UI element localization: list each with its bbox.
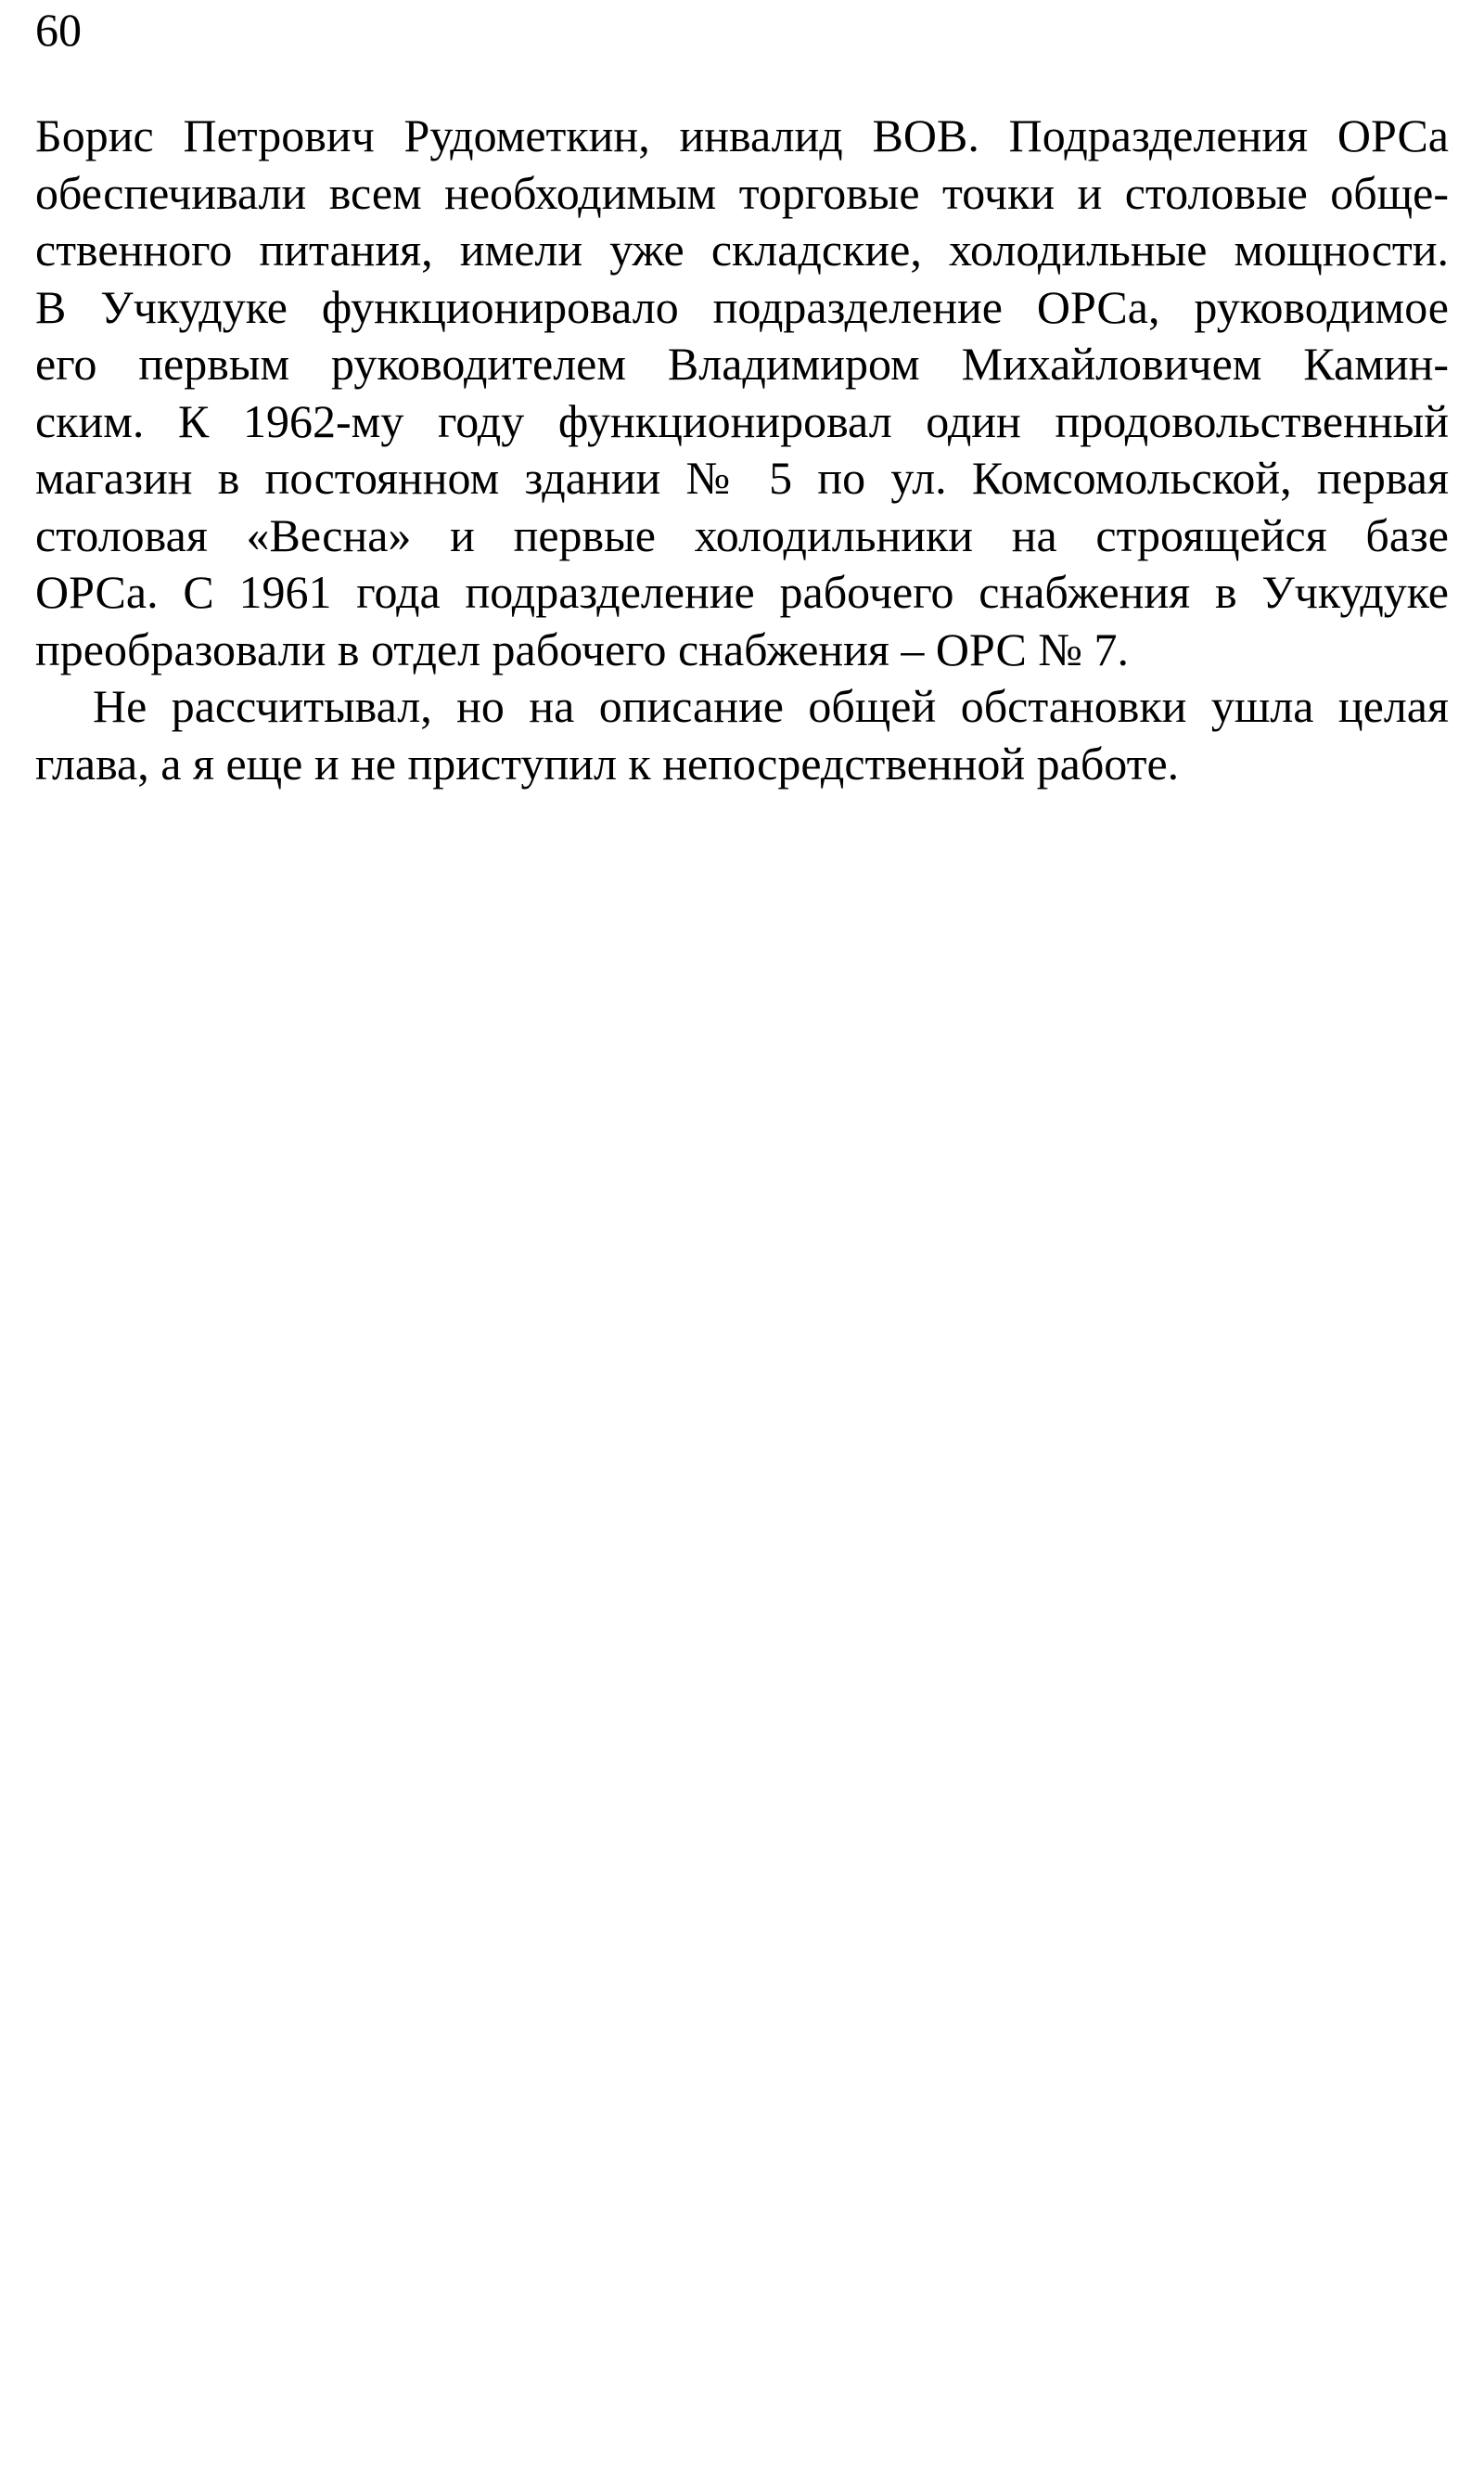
body-text bbox=[35, 108, 1449, 792]
text-line: Борис Петрович Рудометкин, инвалид ВОВ. Подразделения ОРСа bbox=[35, 109, 1449, 161]
text-line: ским. К 1962-му году функционировал один продовольственный bbox=[35, 394, 1449, 447]
paragraph-2 bbox=[35, 678, 1449, 792]
text-line: его первым руководителем Владимиром Михайловичем Камин- bbox=[35, 338, 1449, 390]
text-line: В Учкудуке функционировало подразделение ОРСа, руководимое bbox=[35, 280, 1449, 333]
text-line: столовая «Весна» и первые холодильники на строящейся базе bbox=[35, 508, 1449, 561]
page-number: 60 bbox=[35, 4, 82, 56]
paragraph-1 bbox=[35, 108, 1449, 678]
text-line: преобразовали в отдел рабочего снабжения – ОРС № 7. bbox=[35, 623, 1130, 675]
text-line: магазин в постоянном здании № 5 по ул. Комсомольской, первая bbox=[35, 452, 1449, 504]
text-line: обеспечивали всем необходимым торговые точки и столовые обще- bbox=[35, 166, 1449, 219]
text-line: глава, а я еще и не приступил к непосредственной работе. bbox=[35, 737, 1180, 790]
text-line: ОРСа. С 1961 года подразделение рабочего снабжения в Учкудуке bbox=[35, 566, 1449, 618]
text-line: ственного питания, имели уже складские, холодильные мощности. bbox=[35, 224, 1449, 276]
text-line: Не рассчитывал, но на описание общей обстановки ушла целая bbox=[93, 680, 1449, 732]
